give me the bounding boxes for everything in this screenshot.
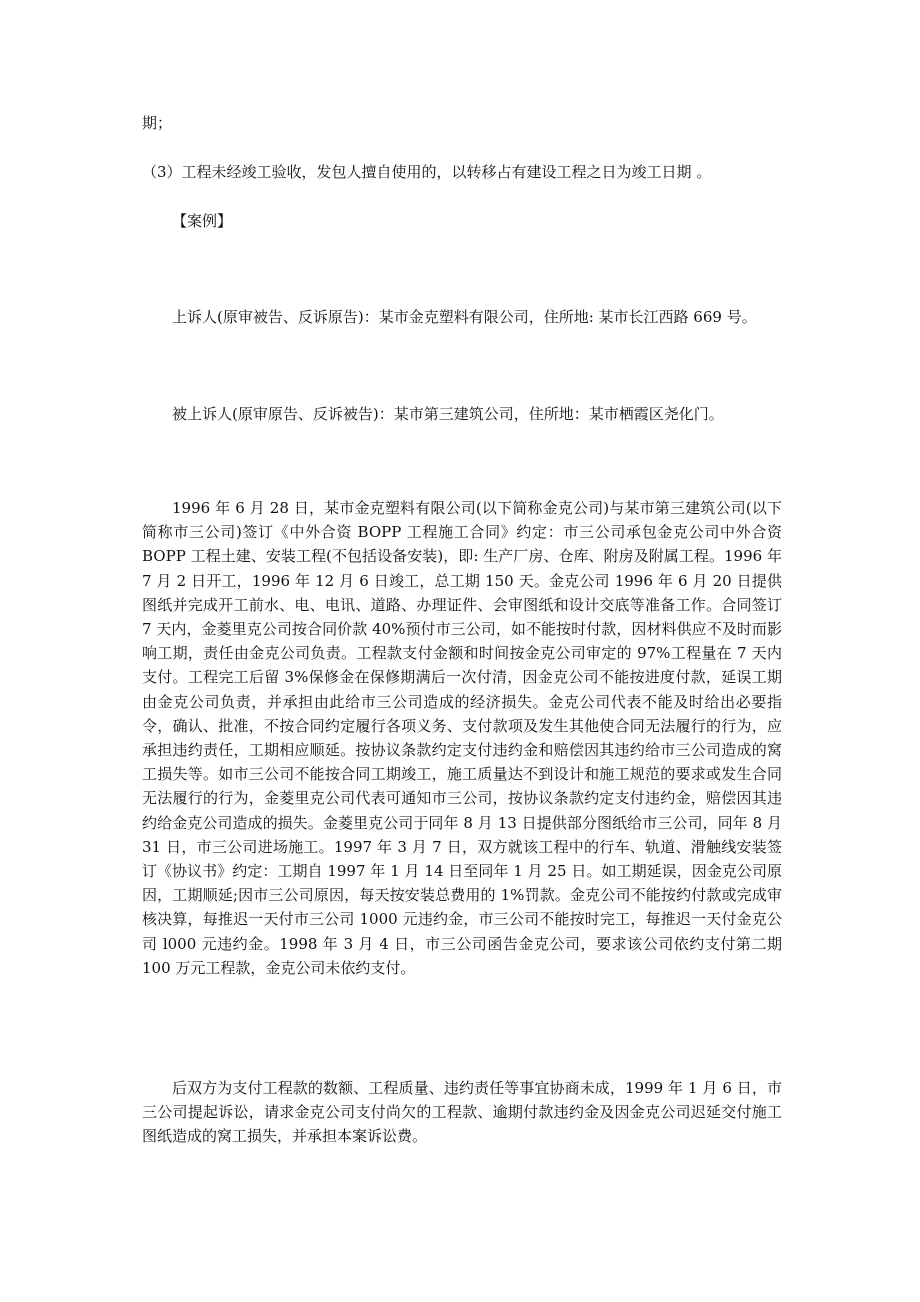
fragment-text: 期； [142,114,173,132]
case-followup-paragraph: 后双方为支付工程款的数额、工程质量、违约责任等事宜协商未成，1999 年 1 月 6 日，市三公司提起诉讼，请求金克公司支付尚欠的工程款、逾期付款违约金及因金克公司迟延交付施工图纸造成的窝工损失，并承担本案诉讼费。 [142,1079,782,1146]
case-facts-paragraph: 1996 年 6 月 28 日，某市金克塑料有限公司(以下简称金克公司)与某市第三建筑公司(以下简称市三公司)签订《中外合资 BOPP 工程施工合同》约定：市三公司承包金克公司中外合资 BOPP 工程土建、安装工程(不包括设备安装)，即: 生产厂房、仓库、附房及附属工程。1996 年 7 月 2 日开工，1996 年 12 月 6 日竣工，总工期 150 天。金克公司 1996 年 6 月 20 日提供图纸并完成开工前水、电、电讯、道路、办理证件、会审图纸和设计交底等准备工作。合同签订 7 天内，金菱里克公司按合同价款 40%预付市三公司，如不能按时付款，因材料供应不及时而影响工期，责任由金克公司负责。工程款支付金额和时间按金克公司审定的 97%工程量在 7 天内支付。工程完工后留 3%保修金在保修期满后一次付清，因金克公司不能按进度付款，延误工期由金克公司负责，并承担由此给市三公司造成的经济损失。金克公司代表不能及时给出必要指令，确认、批准，不按合同约定履行各项义务、支付款项及发生其他使合同无法履行的行为，应承担违约责任，工期相应顺延。按协议条款约定支付违约金和赔偿因其违约给市三公司造成的窝工损失等。如市三公司不能按合同工期竣工，施工质量达不到设计和施工规范的要求或发生合同无法履行的行为，金菱里克公司代表可通知市三公司，按协议条款约定支付违约金，赔偿因其违约给金克公司造成的损失。金菱里克公司于同年 8 月 13 日提供部分图纸给市三公司，同年 8 月 31 日，市三公司进场施工。1997 年 3 月 7 日，双方就该工程中的行车、轨道、滑触线安装签订《协议书》约定：工期自 1997 年 1 月 14 日至同年 1 月 25 日。如工期延误，因金克公司原因，工期顺延;因市三公司原因，每天按安装总费用的 1%罚款。金克公司不能按约付款或完成审核决算，每推迟一天付市三公司 1000 元违约金，市三公司不能按时完工，每推迟一天付金克公司 l000 元违约金。1998 年 3 月 4 日，市三公司函告金克公司，要求该公司依约支付第二期 100 万元工程款，金克公司未依约支付。 [142,499,782,977]
case-heading: 【案例】 [172,212,233,230]
appellee-text: 被上诉人(原审原告、反诉被告)：某市第三建筑公司，住所地：某市栖霞区尧化门。 [172,405,724,423]
clause-3-text: （3）工程未经竣工验收，发包人擅自使用的，以转移占有建设工程之日为竣工日期 。 [142,163,712,181]
appellant-text: 上诉人(原审被告、反诉原告)：某市金克塑料有限公司，住所地: 某市长江西路 669 号。 [172,308,757,326]
